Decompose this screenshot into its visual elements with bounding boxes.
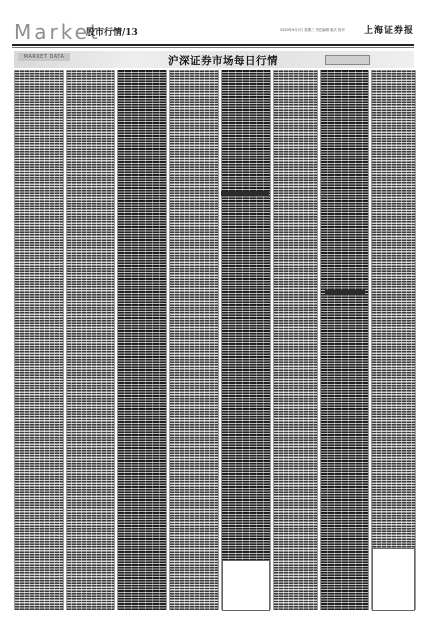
quote-column-2 bbox=[66, 70, 115, 610]
newspaper-name: 上海证券报 bbox=[364, 26, 415, 36]
quote-column-4 bbox=[169, 70, 219, 610]
page-title: 沪深证券市场每日行情 bbox=[168, 55, 278, 67]
quote-column-5 bbox=[221, 70, 271, 610]
quote-column-3 bbox=[117, 70, 167, 610]
quote-column-6 bbox=[273, 70, 318, 610]
market-data-logo: MARKET DATA bbox=[18, 53, 70, 61]
masthead bbox=[0, 0, 428, 48]
table-section-header bbox=[221, 191, 269, 196]
quote-column-8 bbox=[371, 70, 416, 610]
section-title-chinese: 股市行情/13 bbox=[86, 28, 138, 38]
section-title-english: Market bbox=[14, 20, 101, 44]
quote-column-7 bbox=[320, 70, 369, 610]
dateline: 2020年9月2日 星期三 责任编辑 版式 校对 bbox=[280, 28, 345, 32]
table-section-header bbox=[325, 290, 365, 295]
banner-label-box bbox=[325, 55, 370, 65]
quote-column-1 bbox=[14, 70, 64, 610]
empty-table-area bbox=[372, 548, 415, 611]
empty-table-area bbox=[222, 560, 270, 611]
masthead-rule-thin bbox=[12, 47, 414, 48]
masthead-rule bbox=[12, 44, 414, 46]
